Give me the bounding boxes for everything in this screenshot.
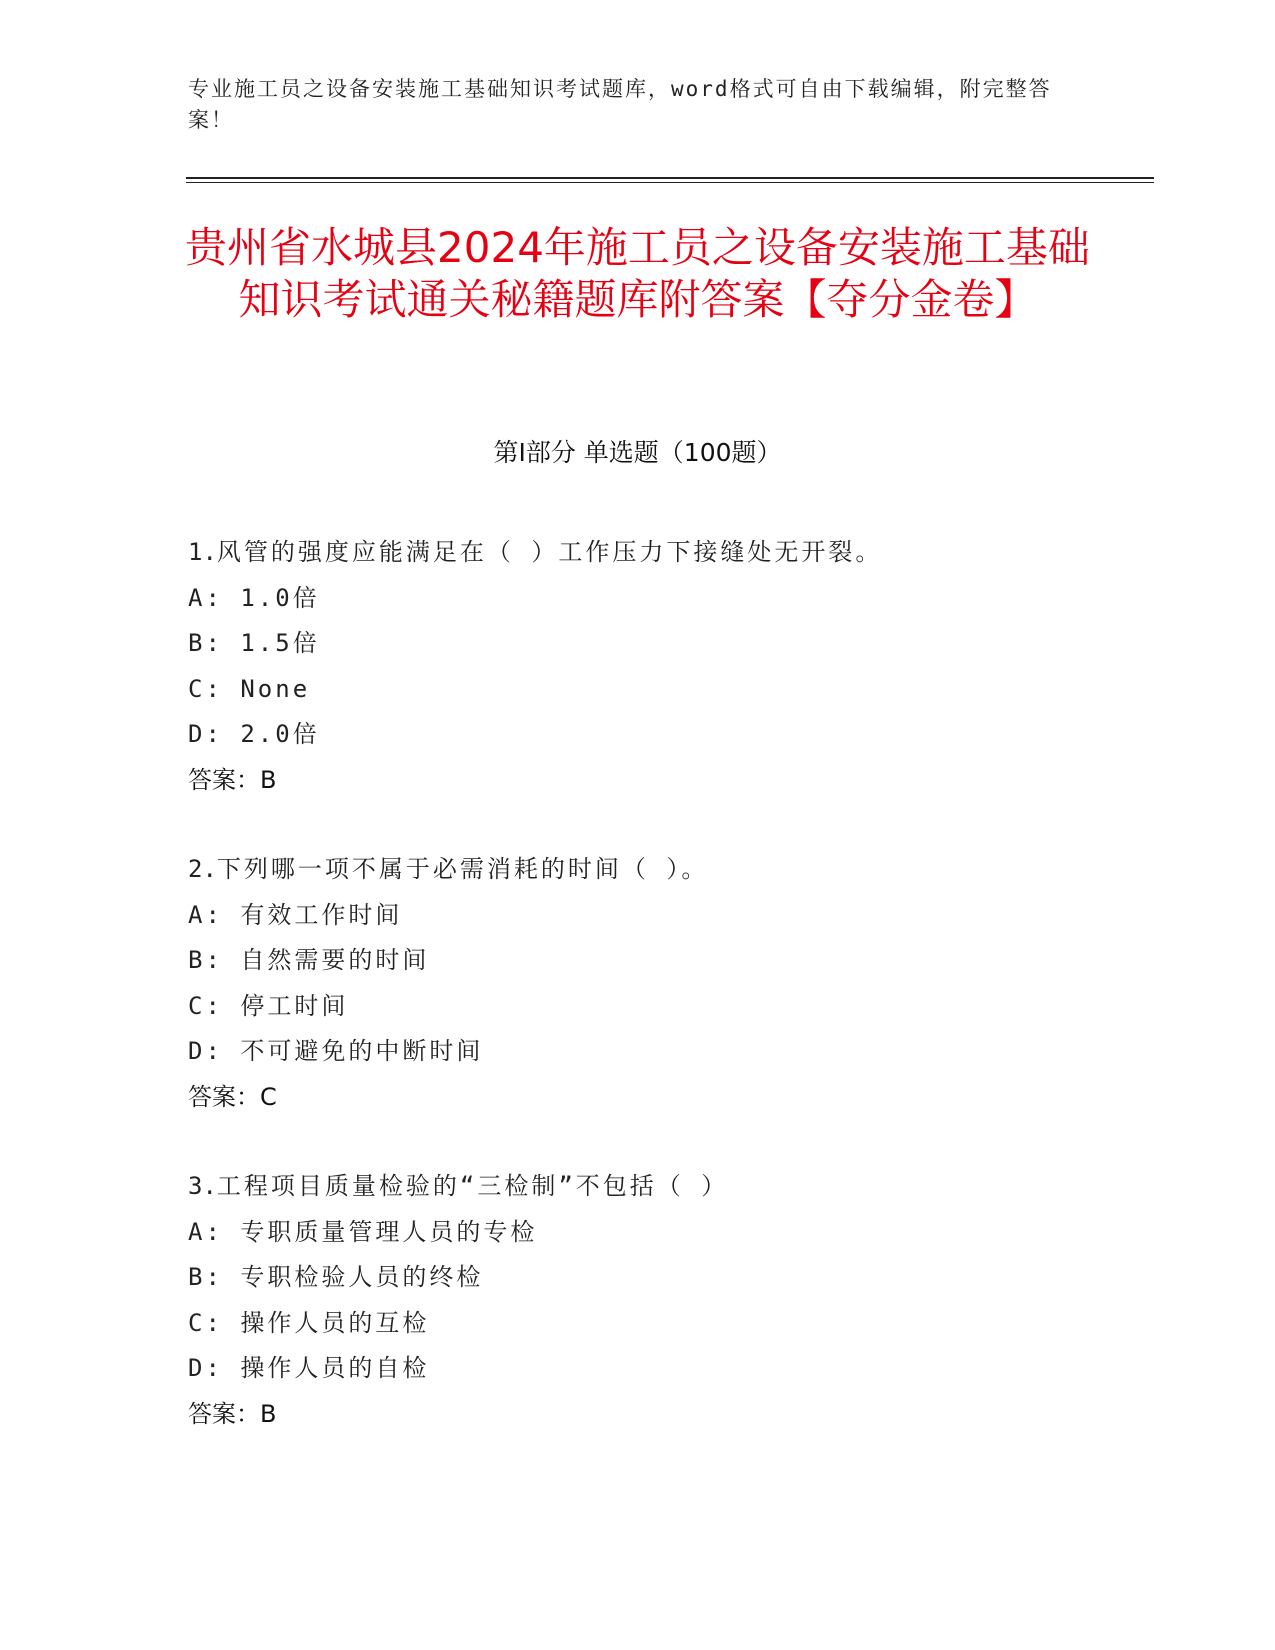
answer xyxy=(188,1392,1108,1438)
question-number: 1. xyxy=(188,538,217,566)
option-text: 专职质量管理人员的专检 xyxy=(240,1217,538,1246)
option-d xyxy=(188,712,1108,758)
option-letter: A: xyxy=(188,900,223,929)
question-3 xyxy=(188,1164,1108,1437)
option-b xyxy=(188,621,1108,667)
option-c xyxy=(188,1301,1108,1347)
option-text: 2.0倍 xyxy=(240,720,320,748)
option-d xyxy=(188,1029,1108,1075)
option-letter: C: xyxy=(188,674,223,703)
question-list xyxy=(188,530,1108,1481)
header-note: 专业施工员之设备安装施工基础知识考试题库，word格式可自由下载编辑，附完整答案！ xyxy=(188,77,1052,132)
question-number: 3. xyxy=(188,1172,217,1200)
option-text: 自然需要的时间 xyxy=(240,946,430,974)
option-c xyxy=(188,667,1108,713)
option-letter: C: xyxy=(188,991,223,1020)
option-text: None xyxy=(240,674,311,703)
answer xyxy=(188,758,1108,804)
option-letter: D: xyxy=(188,720,223,748)
question-1 xyxy=(188,530,1108,803)
option-letter: B: xyxy=(188,629,223,657)
option-a xyxy=(188,1210,1108,1256)
option-letter: A: xyxy=(188,1217,223,1246)
option-text: 不可避免的中断时间 xyxy=(240,1037,484,1065)
question-number: 2. xyxy=(188,855,217,883)
answer-value: C xyxy=(260,1082,277,1111)
answer-label: 答案： xyxy=(188,1399,260,1428)
answer-label: 答案： xyxy=(188,765,260,794)
question-text: 工程项目质量检验的“三检制”不包括（ ） xyxy=(216,1172,729,1200)
option-d xyxy=(188,1346,1108,1392)
option-text: 专职检验人员的终检 xyxy=(240,1263,484,1291)
question-stem xyxy=(188,1164,1108,1210)
option-letter: D: xyxy=(188,1354,223,1382)
document-title: 贵州省水城县2024年施工员之设备安装施工基础知识考试通关秘籍题库附答案【夺分金卷】 xyxy=(185,223,1090,324)
option-text: 有效工作时间 xyxy=(240,900,403,929)
option-text: 操作人员的自检 xyxy=(240,1354,430,1382)
question-stem xyxy=(188,847,1108,893)
answer-label: 答案： xyxy=(188,1082,260,1111)
question-2 xyxy=(188,847,1108,1120)
option-c xyxy=(188,984,1108,1030)
answer-value: B xyxy=(260,765,277,794)
option-a xyxy=(188,893,1108,939)
option-letter: A: xyxy=(188,583,223,612)
option-b xyxy=(188,938,1108,984)
header-rule-thick xyxy=(186,177,1154,179)
option-letter: D: xyxy=(188,1037,223,1065)
header-rule-thin xyxy=(186,182,1154,183)
answer-value: B xyxy=(260,1399,277,1428)
answer xyxy=(188,1075,1108,1121)
option-text: 停工时间 xyxy=(240,991,349,1020)
question-stem xyxy=(188,530,1108,576)
option-letter: B: xyxy=(188,946,223,974)
section-heading: 第Ⅰ部分 单选题（100题） xyxy=(493,438,782,467)
question-text: 下列哪一项不属于必需消耗的时间（ ）。 xyxy=(216,855,709,883)
option-b xyxy=(188,1255,1108,1301)
question-text: 风管的强度应能满足在（ ）工作压力下接缝处无开裂。 xyxy=(216,538,883,566)
option-text: 1.0倍 xyxy=(240,583,320,612)
option-a xyxy=(188,576,1108,622)
option-letter: C: xyxy=(188,1308,223,1337)
option-text: 操作人员的互检 xyxy=(240,1308,430,1337)
option-letter: B: xyxy=(188,1263,223,1291)
option-text: 1.5倍 xyxy=(240,629,320,657)
